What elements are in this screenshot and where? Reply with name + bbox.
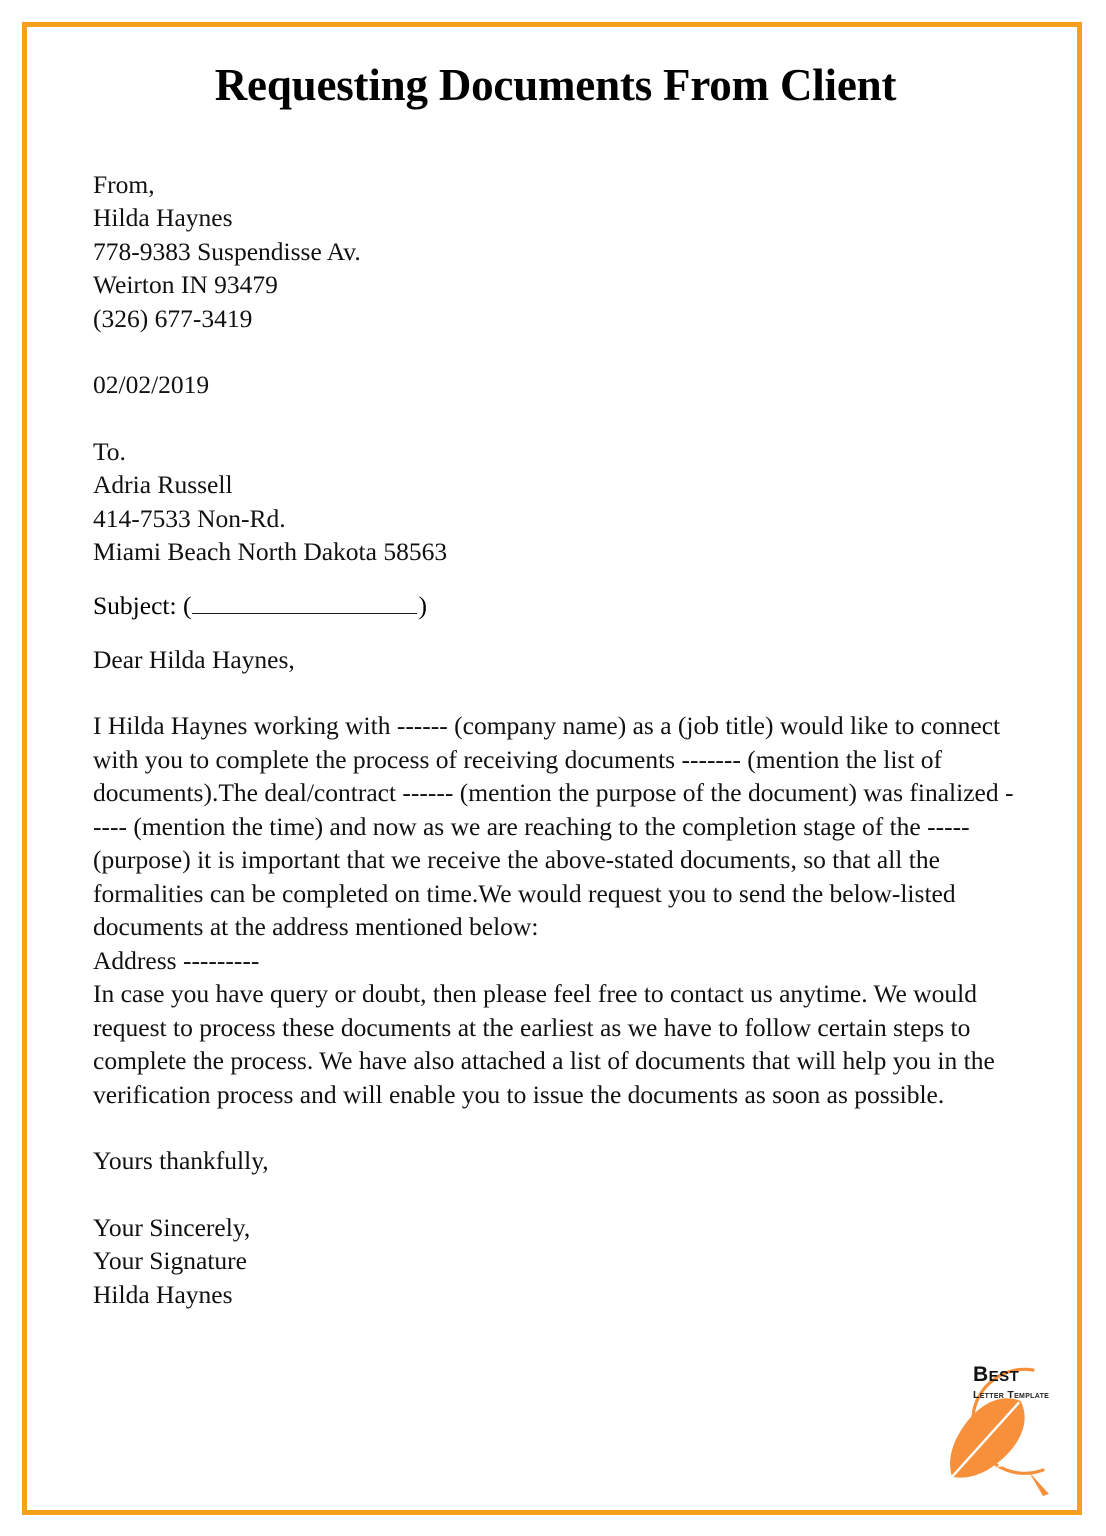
salutation-block <box>93 643 1018 677</box>
sender-address-block <box>93 168 1018 336</box>
logo-brand-text: Best <box>973 1363 1020 1386</box>
letter-date-block <box>93 368 1018 402</box>
body-paragraph-1: I Hilda Haynes working with ------ (company name) as a (job title) would like to connect with you to complete the process of receiving documents ------- (mention the list of documents).The deal/contract ------ (mention the purpose of the document) was finalized ----- (mention the time) and now as we are reaching to the completion stage of the ----- (purpose) it is important that we receive the above-stated documents, so that all the formalities can be completed on time.We would request you to send the below-listed documents at the address mentioned below: <box>93 711 1014 942</box>
spacer-before-subject <box>93 569 1018 589</box>
subject-input-blank[interactable] <box>192 593 417 614</box>
sender-from-label: From, <box>93 169 155 199</box>
signature-label: Your Signature <box>93 1246 247 1276</box>
salutation: Dear Hilda Haynes, <box>93 644 295 674</box>
spacer-before-signature <box>93 1178 1018 1211</box>
body-paragraph-2: In case you have query or doubt, then please feel free to contact us anytime. We would request to process these documents at the earliest as we have to follow certain steps to complete the process. We have also attached a list of documents that will help you in the verification process and will enable you to issue the documents as soon as possible. <box>93 979 995 1109</box>
recipient-to-label: To. <box>93 436 126 466</box>
spacer-before-date <box>93 335 1018 368</box>
subject-close-paren: ) <box>418 590 427 620</box>
letter-date: 02/02/2019 <box>93 370 210 400</box>
letter-content <box>93 60 1018 1311</box>
sender-street: 778-9383 Suspendisse Av. <box>93 236 361 266</box>
closing-thanks: Yours thankfully, <box>93 1146 269 1176</box>
signer-name: Hilda Haynes <box>93 1279 233 1309</box>
recipient-address-block <box>93 435 1018 569</box>
closing-sincerely: Your Sincerely, <box>93 1212 251 1242</box>
brand-logo <box>925 1352 1070 1504</box>
recipient-street: 414-7533 Non-Rd. <box>93 503 286 533</box>
recipient-name: Adria Russell <box>93 470 233 500</box>
recipient-city-state-zip: Miami Beach North Dakota 58563 <box>93 537 448 567</box>
spacer-after-title <box>93 112 1018 168</box>
sender-name: Hilda Haynes <box>93 203 233 233</box>
body-address-line: Address --------- <box>93 945 260 975</box>
spacer-before-closing <box>93 1111 1018 1144</box>
sender-phone: (326) 677-3419 <box>93 303 253 333</box>
signature-block <box>93 1211 1018 1312</box>
logo-tagline-text: Letter Template <box>973 1389 1050 1401</box>
page-title: Requesting Documents From Client <box>214 60 897 110</box>
spacer-before-body <box>93 676 1018 709</box>
subject-line <box>93 589 1018 623</box>
sender-city-state-zip: Weirton IN 93479 <box>93 270 278 300</box>
spacer-before-salutation <box>93 623 1018 643</box>
spacer-before-recipient <box>93 402 1018 435</box>
closing-thanks-block <box>93 1144 1018 1178</box>
subject-label: Subject: ( <box>93 590 192 620</box>
